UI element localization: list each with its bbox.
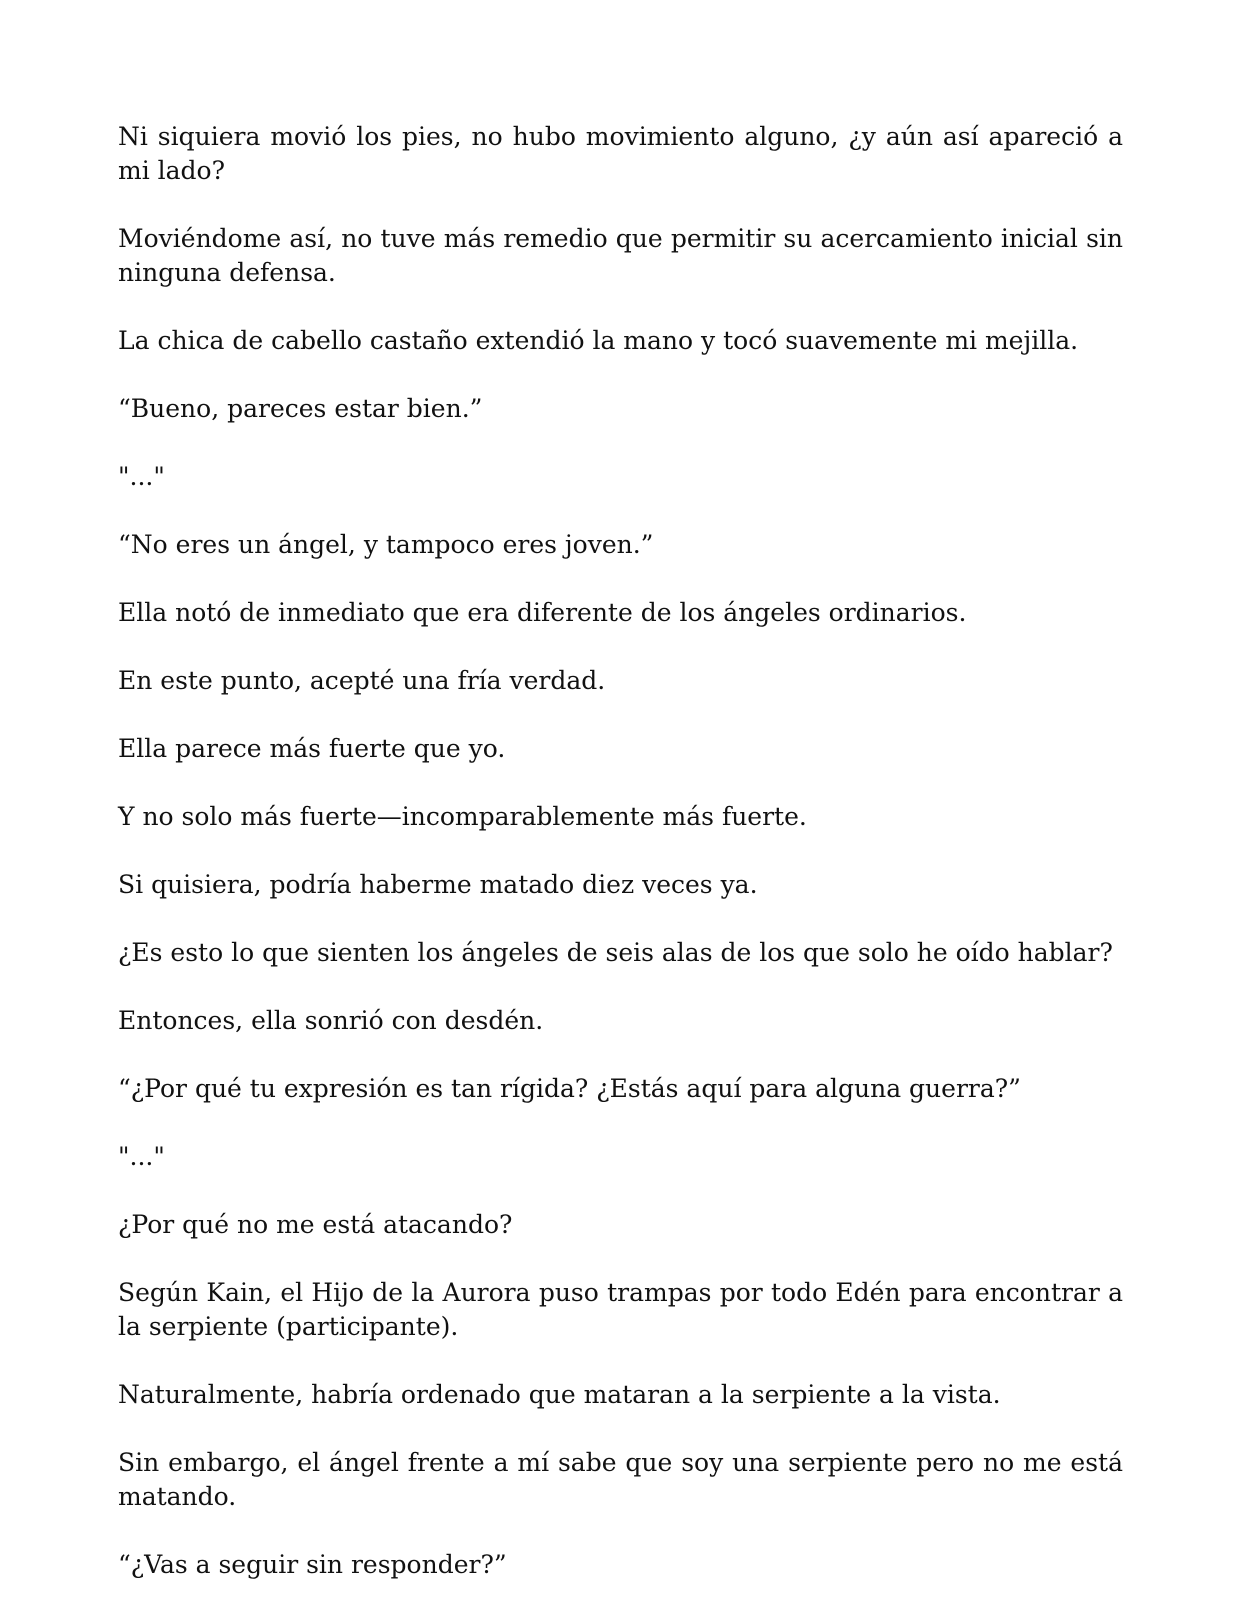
paragraph: “Bueno, pareces estar bien.”	[118, 394, 483, 423]
paragraph: Ni siquiera movió los pies, no hubo movimiento alguno, ¿y aún así apareció a mi lado?	[118, 122, 1123, 185]
paragraph: ¿Es esto lo que sienten los ángeles de seis alas de los que solo he oído hablar?	[118, 938, 1113, 967]
paragraph: En este punto, acepté una fría verdad.	[118, 666, 606, 695]
paragraph: "..."	[118, 1142, 165, 1171]
paragraph: ¿Por qué no me está atacando?	[118, 1210, 513, 1239]
paragraph: “¿Por qué tu expresión es tan rígida? ¿Estás aquí para alguna guerra?”	[118, 1074, 1021, 1103]
paragraph: Según Kain, el Hijo de la Aurora puso trampas por todo Edén para encontrar a la serpiente (participante).	[118, 1278, 1123, 1341]
paragraph: Sin embargo, el ángel frente a mí sabe que soy una serpiente pero no me está matando.	[118, 1448, 1123, 1511]
paragraph: "..."	[118, 462, 165, 491]
paragraph: Si quisiera, podría haberme matado diez veces ya.	[118, 870, 758, 899]
paragraph: “¿Vas a seguir sin responder?”	[118, 1550, 507, 1579]
paragraph: “No eres un ángel, y tampoco eres joven.”	[118, 530, 654, 559]
paragraph: Ella notó de inmediato que era diferente de los ángeles ordinarios.	[118, 598, 967, 627]
paragraph: Y no solo más fuerte—incomparablemente más fuerte.	[118, 802, 807, 831]
paragraph: Naturalmente, habría ordenado que mataran a la serpiente a la vista.	[118, 1380, 1001, 1409]
paragraph: Entonces, ella sonrió con desdén.	[118, 1006, 544, 1035]
paragraph: Ella parece más fuerte que yo.	[118, 734, 506, 763]
paragraph: La chica de cabello castaño extendió la mano y tocó suavemente mi mejilla.	[118, 326, 1079, 355]
document-body	[118, 120, 1123, 1582]
paragraph: Moviéndome así, no tuve más remedio que permitir su acercamiento inicial sin ninguna defensa.	[118, 224, 1123, 287]
